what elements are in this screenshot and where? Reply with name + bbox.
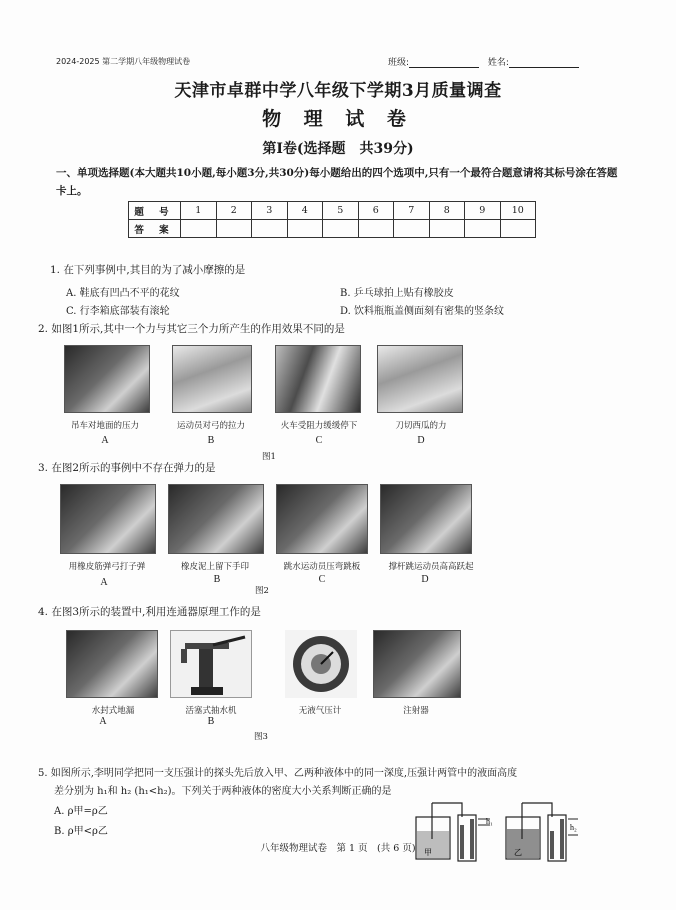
q2-letter-d[interactable]: D [417,435,425,446]
class-label: 班级: [388,58,410,68]
pump-icon [171,631,253,699]
q4-stem: 4. 在图3所示的装置中,利用连通器原理工作的是 [38,606,261,618]
answer-header: 答 案 [129,220,181,238]
pressure-gauge-diagram [410,795,586,867]
q4-caption-a: 水封式地漏 [91,706,135,716]
answer-cell[interactable] [394,220,430,238]
q4-letter-b[interactable]: B [207,716,215,727]
subject-title: 物 理 试 卷 [262,108,414,130]
name-label: 姓名: [487,58,509,68]
table-cell: 5 [323,202,359,220]
q2-caption-a: 吊车对地面的压力 [70,421,139,431]
part-title: 第Ⅰ卷(选择题 共39分) [262,141,414,157]
answer-cell[interactable] [216,220,252,238]
q2-letter-b[interactable]: B [207,435,215,446]
archer-photo [172,345,252,413]
knife-photo [377,345,463,413]
train-photo [275,345,361,413]
syringe-photo [373,630,461,698]
yi-label: 乙 [514,848,522,857]
answer-cell[interactable] [500,220,536,238]
page-footer: 八年级物理试卷 第 1 页 (共 6 页) [260,843,416,854]
q3-stem: 3. 在图2所示的事例中不存在弹力的是 [38,462,216,474]
table-cell: 10 [500,202,536,220]
table-cell: 6 [358,202,394,220]
q3-letter-d[interactable]: D [421,574,429,585]
slingshot-photo [60,484,156,554]
name-blank [509,59,579,68]
q3-letter-c[interactable]: C [318,574,326,585]
q3-caption-b: 橡皮泥上留下手印 [180,562,249,572]
answer-cell[interactable] [252,220,288,238]
h2-label: h₂ [570,823,577,832]
table-cell: 1 [181,202,217,220]
answer-cell[interactable] [465,220,501,238]
table-cell: 8 [429,202,465,220]
clay-photo [168,484,264,554]
q5-option-a[interactable]: A. ρ甲=ρ乙 [54,806,108,817]
q1-stem: 1. 在下列事例中,其目的为了减小摩擦的是 [50,264,246,276]
school-title: 天津市卓群中学八年级下学期3月质量调查 [174,81,502,101]
barometer-icon [285,630,357,698]
q1-option-a[interactable]: A. 鞋底有凹凸不平的花纹 [66,288,180,299]
q5-stem-line2: 差分别为 h₁和 h₂ (h₁<h₂)。下列关于两种液体的密度大小关系判断正确的是 [54,786,392,797]
answer-cell[interactable] [287,220,323,238]
q5-stem-line1: 5. 如图所示,李明同学把同一支压强计的探头先后放入甲、乙两种液体中的同一深度,压强计两管中的液面高度 [38,768,518,779]
q4-letter-a[interactable]: A [99,716,107,727]
figure-2-label: 图2 [255,586,269,596]
q2-caption-d: 刀切西瓜的力 [395,421,447,431]
table-cell: 7 [394,202,430,220]
student-info [388,55,585,68]
q4-caption-d: 注射器 [403,706,429,716]
q2-caption-c: 火车受阻力缓缓停下 [280,421,358,431]
q1-option-b[interactable]: B. 乒乓球拍上贴有橡胶皮 [340,288,454,299]
q1-option-c[interactable]: C. 行李箱底部装有滚轮 [66,306,170,317]
q3-caption-c: 跳水运动员压弯跳板 [283,562,361,572]
answer-cell[interactable] [358,220,394,238]
q2-letter-c[interactable]: C [315,435,323,446]
q2-stem: 2. 如图1所示,其中一个力与其它三个力所产生的作用效果不同的是 [38,323,345,335]
figure-1-label: 图1 [262,452,276,462]
answer-table [128,201,536,238]
class-blank [409,59,479,68]
table-cell: 3 [252,202,288,220]
table-cell: 4 [287,202,323,220]
question-number-header: 题 号 [129,202,181,220]
water-pump-photo [170,630,252,698]
floor-drain-photo [66,630,158,698]
table-cell: 9 [465,202,501,220]
section-instruction: 一、单项选择题(本大题共10小题,每小题3分,共30分)每小题给出的四个选项中,只有一个最符合题意请将其标号涂在答题卡上。 [56,167,618,197]
table-cell: 2 [216,202,252,220]
jia-label: 甲 [424,848,432,857]
answer-cell[interactable] [429,220,465,238]
answer-cell[interactable] [181,220,217,238]
table-row [129,220,536,238]
exam-header-label: 2024-2025 第二学期八年级物理试卷 [56,57,191,66]
q4-caption-b: 活塞式抽水机 [185,706,237,716]
diving-photo [276,484,368,554]
q3-caption-a: 用橡皮筋弹弓打子弹 [68,562,146,572]
table-row [129,202,536,220]
q2-letter-a[interactable]: A [101,435,109,446]
aneroid-barometer-photo [285,630,357,698]
h1-label: h₁ [486,817,493,826]
q3-letter-a[interactable]: A [100,577,108,588]
q3-letter-b[interactable]: B [213,574,221,585]
q3-caption-d: 撑杆跳运动员高高跃起 [388,562,474,572]
figure-3-label: 图3 [254,732,268,742]
q1-option-d[interactable]: D. 饮料瓶瓶盖侧面刻有密集的竖条纹 [340,306,505,317]
q2-caption-b: 运动员对弓的拉力 [176,421,245,431]
crane-photo [64,345,150,413]
q4-caption-c: 无液气压计 [298,706,342,716]
pole-vault-photo [380,484,472,554]
q5-option-b[interactable]: B. ρ甲<ρ乙 [54,826,108,837]
answer-cell[interactable] [323,220,359,238]
